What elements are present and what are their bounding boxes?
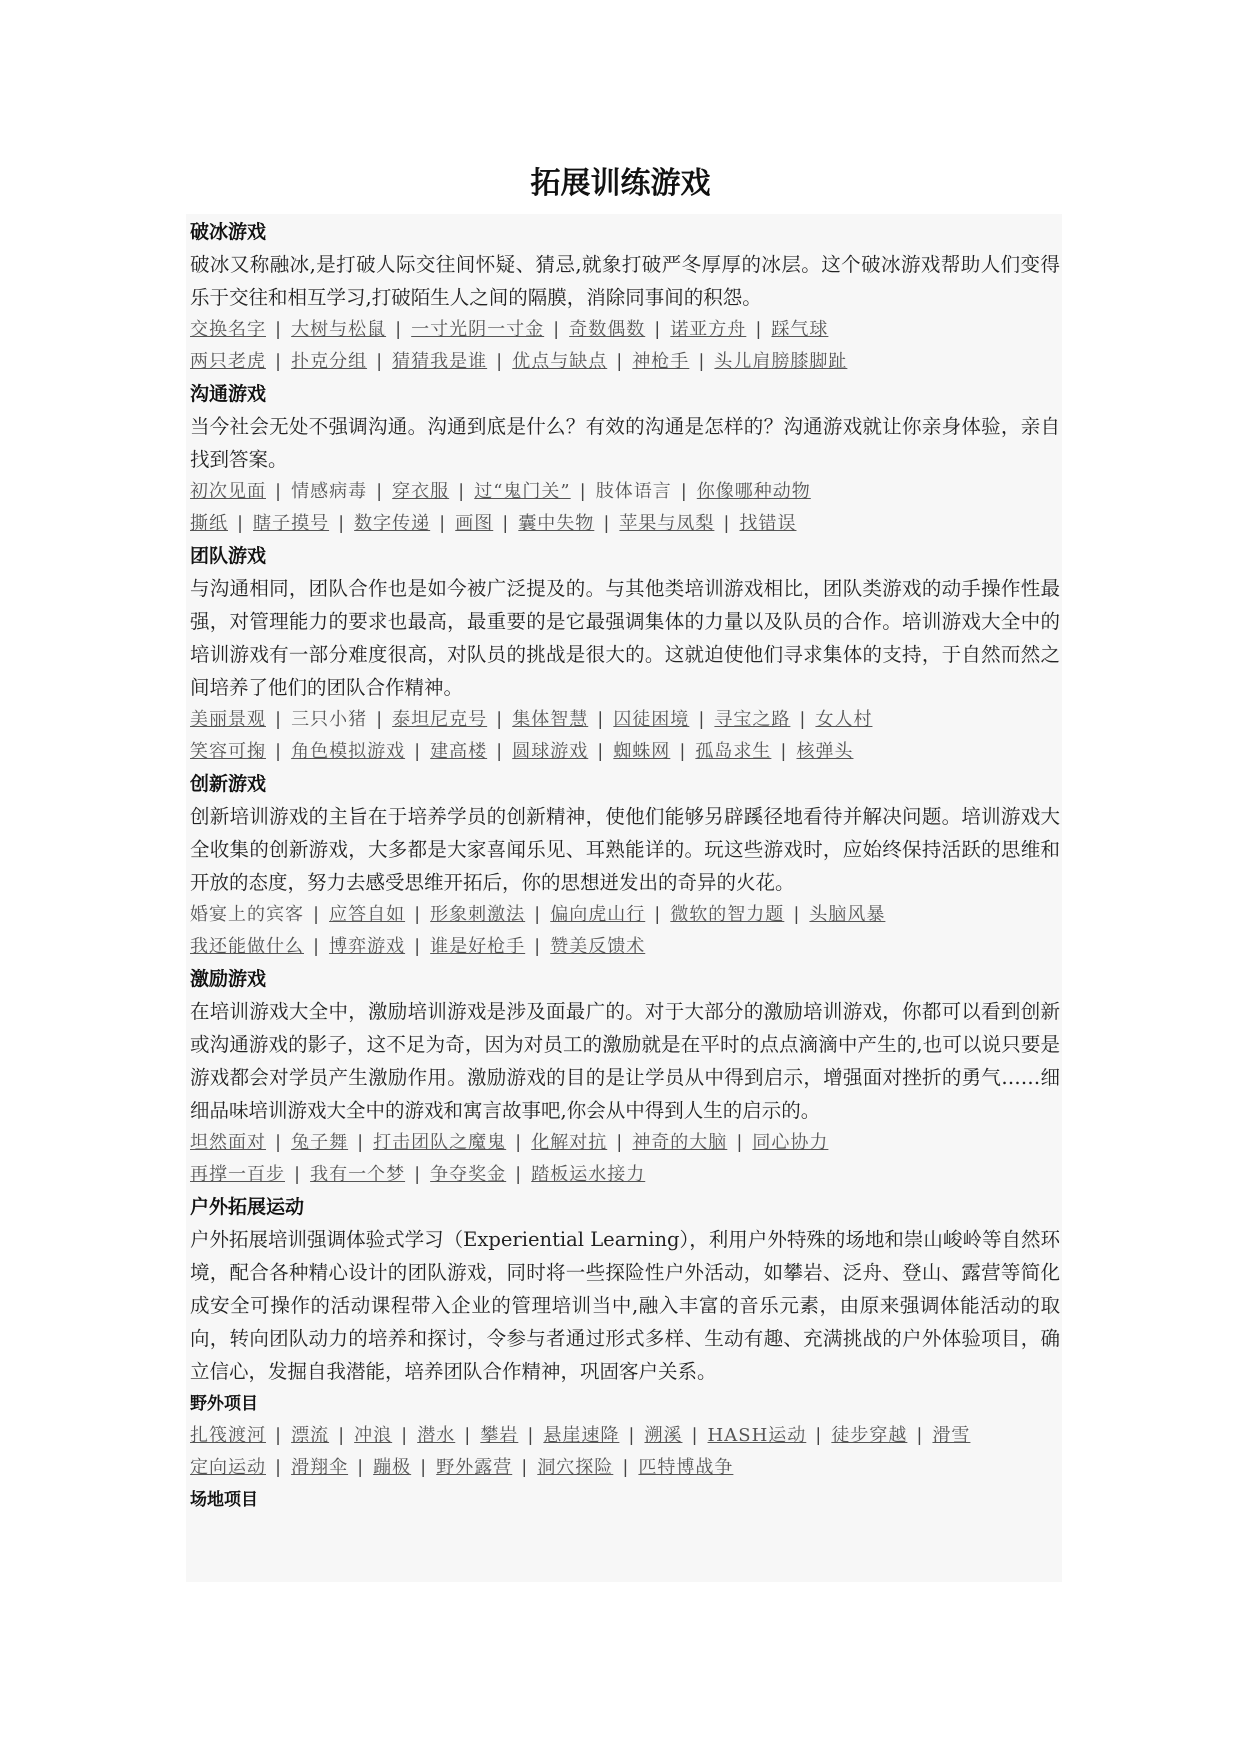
separator: | bbox=[275, 481, 283, 502]
game-link[interactable]: 滑翔伞 bbox=[291, 1457, 349, 1478]
game-link[interactable]: 美丽景观 bbox=[190, 709, 266, 730]
separator: | bbox=[616, 351, 624, 372]
section-heading: 户外拓展运动 bbox=[190, 1196, 305, 1218]
section bbox=[190, 768, 1060, 963]
game-link[interactable]: 建高楼 bbox=[430, 741, 488, 762]
separator: | bbox=[376, 481, 384, 502]
separator: | bbox=[698, 709, 706, 730]
section-heading: 团队游戏 bbox=[190, 545, 267, 567]
game-link[interactable]: 形象刺激法 bbox=[430, 904, 526, 925]
link-row bbox=[190, 1420, 1060, 1452]
separator: | bbox=[496, 709, 504, 730]
game-link[interactable]: 寻宝之路 bbox=[714, 709, 791, 730]
separator: | bbox=[691, 1425, 699, 1446]
game-link[interactable]: HASH运动 bbox=[707, 1425, 807, 1446]
game-link[interactable]: 画图 bbox=[455, 513, 494, 534]
link-row bbox=[190, 314, 1060, 346]
separator: | bbox=[515, 1132, 523, 1153]
game-link[interactable]: 扎筏渡河 bbox=[190, 1425, 266, 1446]
separator: | bbox=[338, 513, 346, 534]
game-link[interactable]: 赞美反馈术 bbox=[550, 936, 646, 957]
game-link[interactable]: 核弹头 bbox=[796, 741, 854, 762]
game-link[interactable]: 谁是好枪手 bbox=[430, 936, 526, 957]
game-link[interactable]: 偏向虎山行 bbox=[550, 904, 646, 925]
separator: | bbox=[275, 741, 283, 762]
game-link[interactable]: 坦然面对 bbox=[190, 1132, 266, 1153]
game-link[interactable]: 蜘蛛网 bbox=[613, 741, 671, 762]
game-link[interactable]: 扑克分组 bbox=[291, 351, 368, 372]
separator: | bbox=[338, 1425, 346, 1446]
game-link[interactable]: 微软的智力题 bbox=[670, 904, 785, 925]
game-link[interactable]: 攀岩 bbox=[480, 1425, 519, 1446]
game-link[interactable]: 大树与松鼠 bbox=[291, 319, 387, 340]
link-row bbox=[190, 508, 1060, 540]
separator: | bbox=[313, 904, 321, 925]
separator: | bbox=[723, 513, 731, 534]
separator: | bbox=[780, 741, 788, 762]
game-link[interactable]: 角色模拟游戏 bbox=[291, 741, 406, 762]
section bbox=[190, 540, 1060, 768]
game-name: 情感病毒 bbox=[291, 481, 368, 502]
separator: | bbox=[527, 1425, 535, 1446]
game-link[interactable]: 争夺奖金 bbox=[430, 1164, 507, 1185]
game-link[interactable]: 圆球游戏 bbox=[512, 741, 589, 762]
subsection-heading: 野外项目 bbox=[190, 1394, 258, 1414]
link-row bbox=[190, 931, 1060, 963]
separator: | bbox=[395, 319, 403, 340]
separator: | bbox=[698, 351, 706, 372]
section-description: 破冰又称融冰,是打破人际交往间怀疑、猜忌,就象打破严冬厚厚的冰层。这个破冰游戏帮助人们变得乐于交往和相互学习,打破陌生人之间的隔膜，消除同事间的积怨。 bbox=[190, 253, 1060, 309]
game-link[interactable]: 打击团队之魔鬼 bbox=[373, 1132, 507, 1153]
game-link[interactable]: 两只老虎 bbox=[190, 351, 266, 372]
separator: | bbox=[755, 319, 763, 340]
section-description: 与沟通相同，团队合作也是如今被广泛提及的。与其他类培训游戏相比，团队类游戏的动手操作性最强，对管理能力的要求也最高，最重要的是它最强调集体的力量以及队员的合作。培训游戏大全中的培训游戏有一部分难度很高，对队员的挑战是很大的。这就迫使他们寻求集体的支持，于自然而然之间培养了他们的团队合作精神。 bbox=[190, 577, 1060, 699]
game-link[interactable]: 化解对抗 bbox=[531, 1132, 608, 1153]
separator: | bbox=[553, 319, 561, 340]
game-link[interactable]: 再撑一百步 bbox=[190, 1164, 285, 1185]
separator: | bbox=[521, 1457, 529, 1478]
separator: | bbox=[616, 1132, 624, 1153]
game-name: 肢体语言 bbox=[595, 481, 672, 502]
game-link[interactable]: 野外露营 bbox=[436, 1457, 513, 1478]
subsection-heading: 场地项目 bbox=[190, 1490, 258, 1510]
game-link[interactable]: 蹦极 bbox=[373, 1457, 412, 1478]
separator: | bbox=[496, 741, 504, 762]
separator: | bbox=[414, 936, 422, 957]
game-link[interactable]: 我还能做什么 bbox=[190, 936, 304, 957]
separator: | bbox=[603, 513, 611, 534]
game-link[interactable]: 交换名字 bbox=[190, 319, 266, 340]
separator: | bbox=[439, 513, 447, 534]
link-row bbox=[190, 476, 1060, 508]
section-heading: 沟通游戏 bbox=[190, 383, 267, 405]
separator: | bbox=[799, 709, 807, 730]
game-link[interactable]: 悬崖速降 bbox=[543, 1425, 620, 1446]
separator: | bbox=[628, 1425, 636, 1446]
game-link[interactable]: 囚徒困境 bbox=[613, 709, 690, 730]
game-link[interactable]: 穿衣服 bbox=[392, 481, 450, 502]
section-heading: 激励游戏 bbox=[190, 968, 267, 990]
game-link[interactable]: 潜水 bbox=[417, 1425, 456, 1446]
game-link[interactable]: 数字传递 bbox=[354, 513, 431, 534]
separator: | bbox=[275, 1132, 283, 1153]
game-link[interactable]: 洞穴探险 bbox=[537, 1457, 614, 1478]
game-link[interactable]: 溯溪 bbox=[644, 1425, 683, 1446]
game-link[interactable]: 苹果与凤梨 bbox=[619, 513, 715, 534]
game-link[interactable]: 应答自如 bbox=[329, 904, 406, 925]
section bbox=[190, 963, 1060, 1191]
section bbox=[190, 1191, 1060, 1516]
section-heading: 破冰游戏 bbox=[190, 221, 267, 243]
game-link[interactable]: 头儿肩膀膝脚趾 bbox=[714, 351, 848, 372]
separator: | bbox=[502, 513, 510, 534]
game-name: 三只小猪 bbox=[291, 709, 368, 730]
game-link[interactable]: 你像哪种动物 bbox=[696, 481, 811, 502]
game-link[interactable]: 囊中失物 bbox=[518, 513, 595, 534]
section bbox=[190, 216, 1060, 378]
game-link[interactable]: 撕纸 bbox=[190, 513, 228, 534]
link-row bbox=[190, 736, 1060, 768]
section bbox=[190, 378, 1060, 540]
separator: | bbox=[401, 1425, 409, 1446]
separator: | bbox=[376, 351, 384, 372]
game-link[interactable]: 一寸光阴一寸金 bbox=[411, 319, 545, 340]
separator: | bbox=[622, 1457, 630, 1478]
game-link[interactable]: 头脑风暴 bbox=[809, 904, 886, 925]
link-row bbox=[190, 1127, 1060, 1159]
link-row bbox=[190, 704, 1060, 736]
separator: | bbox=[815, 1425, 823, 1446]
game-link[interactable]: 滑雪 bbox=[932, 1425, 971, 1446]
game-link[interactable]: 女人村 bbox=[815, 709, 873, 730]
separator: | bbox=[275, 709, 283, 730]
separator: | bbox=[597, 741, 605, 762]
separator: | bbox=[376, 709, 384, 730]
game-link[interactable]: 找错误 bbox=[739, 513, 797, 534]
separator: | bbox=[357, 1457, 365, 1478]
separator: | bbox=[275, 351, 283, 372]
game-link[interactable]: 优点与缺点 bbox=[512, 351, 608, 372]
separator: | bbox=[237, 513, 245, 534]
game-link[interactable]: 奇数偶数 bbox=[569, 319, 646, 340]
separator: | bbox=[313, 936, 321, 957]
separator: | bbox=[464, 1425, 472, 1446]
separator: | bbox=[414, 741, 422, 762]
separator: | bbox=[420, 1457, 428, 1478]
separator: | bbox=[597, 709, 605, 730]
game-link[interactable]: 神枪手 bbox=[632, 351, 690, 372]
game-link[interactable]: 瞎子摸号 bbox=[253, 513, 330, 534]
separator: | bbox=[654, 319, 662, 340]
separator: | bbox=[793, 904, 801, 925]
game-link[interactable]: 神奇的大脑 bbox=[632, 1132, 728, 1153]
link-row bbox=[190, 899, 1060, 931]
section-description: 户外拓展培训强调体验式学习（Experiential Learning），利用户外特殊的场地和崇山峻岭等自然环境，配合各种精心设计的团队游戏，同时将一些探险性户外活动，如攀岩、泛舟、登山、露营等简化成安全可操作的活动课程带入企业的管理培训当中,融入丰富的音乐元素，由原来强调体能活动的取向，转向团队动力的培养和探讨，令参与者通过形式多样、生动有趣、充满挑战的户外体验项目，确立信心，发掘自我潜能，培养团队合作精神，巩固客户关系。 bbox=[190, 1228, 1060, 1383]
separator: | bbox=[736, 1132, 744, 1153]
separator: | bbox=[579, 481, 587, 502]
separator: | bbox=[515, 1164, 523, 1185]
separator: | bbox=[275, 1425, 283, 1446]
game-link[interactable]: 猜猜我是谁 bbox=[392, 351, 488, 372]
game-link[interactable]: 徒步穿越 bbox=[831, 1425, 908, 1446]
game-link[interactable]: 兔子舞 bbox=[291, 1132, 349, 1153]
game-link[interactable]: 初次见面 bbox=[190, 481, 266, 502]
link-row bbox=[190, 346, 1060, 378]
document-title: 拓展训练游戏 bbox=[530, 166, 711, 201]
game-link[interactable]: 集体智慧 bbox=[512, 709, 589, 730]
game-link[interactable]: 踏板运水接力 bbox=[531, 1164, 646, 1185]
game-link[interactable]: 漂流 bbox=[291, 1425, 330, 1446]
separator: | bbox=[414, 1164, 422, 1185]
game-link[interactable]: 孤岛求生 bbox=[695, 741, 772, 762]
separator: | bbox=[275, 319, 283, 340]
game-link[interactable]: 泰坦尼克号 bbox=[392, 709, 488, 730]
game-link[interactable]: 过“鬼门关” bbox=[474, 481, 571, 502]
section-description: 创新培训游戏的主旨在于培养学员的创新精神，使他们能够另辟蹊径地看待并解决问题。培训游戏大全收集的创新游戏，大多都是大家喜闻乐见、耳熟能详的。玩这些游戏时，应始终保持活跃的思维和开放的态度，努力去感受思维开拓后，你的思想迸发出的奇异的火花。 bbox=[190, 805, 1060, 894]
separator: | bbox=[458, 481, 466, 502]
game-link[interactable]: 我有一个梦 bbox=[310, 1164, 406, 1185]
game-link[interactable]: 笑容可掬 bbox=[190, 741, 266, 762]
game-link[interactable]: 匹特博战争 bbox=[638, 1457, 734, 1478]
separator: | bbox=[916, 1425, 924, 1446]
separator: | bbox=[414, 904, 422, 925]
separator: | bbox=[534, 936, 542, 957]
separator: | bbox=[654, 904, 662, 925]
content-area bbox=[190, 216, 1060, 1516]
game-link[interactable]: 博弈游戏 bbox=[329, 936, 406, 957]
link-row bbox=[190, 1159, 1060, 1191]
game-link[interactable]: 诺亚方舟 bbox=[670, 319, 747, 340]
game-name: 婚宴上的宾客 bbox=[190, 904, 304, 925]
game-link[interactable]: 冲浪 bbox=[354, 1425, 393, 1446]
section-description: 在培训游戏大全中，激励培训游戏是涉及面最广的。对于大部分的激励培训游戏，你都可以看到创新或沟通游戏的影子，这不足为奇，因为对员工的激励就是在平时的点点滴滴中产生的,也可以说只要是游戏都会对学员产生激励作用。激励游戏的目的是让学员从中得到启示，增强面对挫折的勇气……细细品味培训游戏大全中的游戏和寓言故事吧,你会从中得到人生的启示的。 bbox=[190, 1000, 1060, 1122]
game-link[interactable]: 同心协力 bbox=[752, 1132, 829, 1153]
separator: | bbox=[496, 351, 504, 372]
separator: | bbox=[679, 741, 687, 762]
separator: | bbox=[357, 1132, 365, 1153]
game-link[interactable]: 踩气球 bbox=[771, 319, 829, 340]
separator: | bbox=[294, 1164, 302, 1185]
section-heading: 创新游戏 bbox=[190, 773, 267, 795]
separator: | bbox=[275, 1457, 283, 1478]
separator: | bbox=[534, 904, 542, 925]
game-link[interactable]: 定向运动 bbox=[190, 1457, 266, 1478]
link-row bbox=[190, 1452, 1060, 1484]
separator: | bbox=[680, 481, 688, 502]
section-description: 当今社会无处不强调沟通。沟通到底是什么？有效的沟通是怎样的？沟通游戏就让你亲身体验，亲自找到答案。 bbox=[190, 415, 1060, 471]
